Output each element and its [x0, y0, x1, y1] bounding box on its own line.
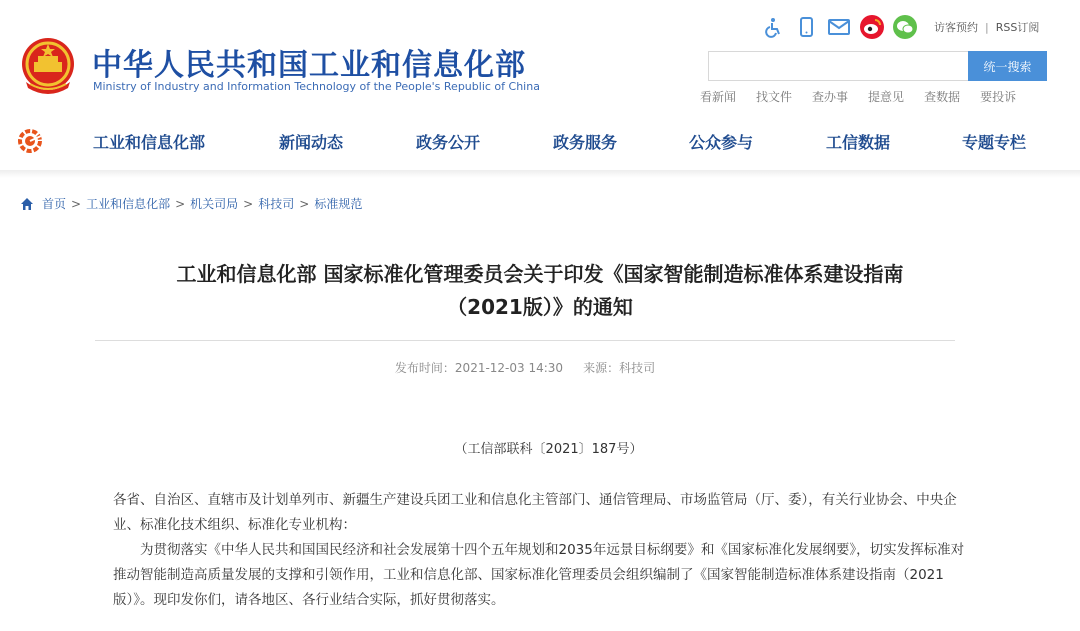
breadcrumb-separator: >	[299, 196, 310, 211]
nav-item-public[interactable]: 公众参与	[689, 133, 754, 152]
quick-link-feedback[interactable]: 提意见	[868, 90, 905, 104]
accessibility-icon[interactable]	[760, 14, 786, 40]
title-divider	[95, 340, 955, 341]
rss-link[interactable]: RSS订阅	[995, 21, 1040, 34]
home-icon[interactable]	[20, 197, 34, 211]
article-paragraph: 为贯彻落实《中华人民共和国国民经济和社会发展第十四个五年规划和2035年远景目标纲要》和《国家标准化发展纲要》，切实发挥标准对推动智能制造高质量发展的支撑和引领作用，工业和信息化部、国家标准化管理委员会组织编制了《国家智能制造标准体系建设指南（2021版）》。现印发你们，请各地区、各行业结合实际，抓好贯彻落实。	[113, 542, 965, 608]
site-title[interactable]: 中华人民共和国工业和信息化部	[92, 48, 526, 83]
nav-item-data[interactable]: 工信数据	[826, 133, 891, 152]
nav-item-gov-services[interactable]: 政务服务	[553, 133, 618, 152]
breadcrumb-ministry[interactable]: 工业和信息化部	[86, 197, 171, 211]
publish-time: 2021-12-03 14:30	[454, 361, 564, 375]
article-title-line1: 工业和信息化部 国家标准化管理委员会关于印发《国家智能制造标准体系建设指南	[176, 262, 904, 286]
site-subtitle-en: Ministry of Industry and Information Technology of the People's Republic of China	[93, 80, 540, 93]
nav-item-gov-affairs[interactable]: 政务公开	[416, 133, 481, 152]
quick-link-news[interactable]: 看新闻	[700, 90, 737, 104]
nav-divider	[0, 170, 1080, 178]
breadcrumb-separator: >	[175, 196, 186, 211]
breadcrumb-standards[interactable]: 标准规范	[314, 197, 363, 211]
breadcrumb-home[interactable]: 首页	[42, 197, 67, 211]
breadcrumb-departments[interactable]: 机关司局	[190, 197, 239, 211]
article-meta	[0, 359, 1050, 376]
quick-link-files[interactable]: 找文件	[756, 90, 793, 104]
mail-icon[interactable]	[826, 14, 852, 40]
accessibility-toolbar	[760, 14, 925, 40]
article-body	[113, 488, 965, 613]
top-links-separator: |	[985, 21, 989, 34]
nav-item-ministry[interactable]: 工业和信息化部	[93, 133, 206, 152]
top-links	[934, 19, 1039, 35]
weibo-icon[interactable]	[859, 14, 885, 40]
main-nav	[0, 118, 1080, 162]
source-value: 科技司	[619, 361, 656, 375]
miit-logo-icon[interactable]	[17, 128, 43, 154]
quick-link-complaint[interactable]: 要投诉	[980, 90, 1017, 104]
wechat-icon[interactable]	[892, 14, 918, 40]
site-header	[0, 0, 1080, 120]
search-button[interactable]: 统一搜索	[968, 51, 1047, 81]
breadcrumb-science-dept[interactable]: 科技司	[258, 197, 295, 211]
document-number: （工信部联科〔2021〕187号）	[454, 442, 643, 457]
quick-links	[700, 88, 1036, 105]
breadcrumb	[20, 195, 362, 212]
nav-item-news[interactable]: 新闻动态	[279, 133, 344, 152]
source-label: 来源：	[583, 361, 620, 375]
mobile-icon[interactable]	[793, 14, 819, 40]
article-title	[60, 258, 1020, 324]
quick-link-data[interactable]: 查数据	[924, 90, 961, 104]
search-input[interactable]	[708, 51, 970, 81]
nav-item-topics[interactable]: 专题专栏	[962, 133, 1027, 152]
article-title-line2: （2021版）》的通知	[447, 295, 633, 319]
article-paragraph: 各省、自治区、直辖市及计划单列市、新疆生产建设兵团工业和信息化主管部门、通信管理局、市场监管局（厅、委），有关行业协会、中央企业、标准化技术组织、标准化专业机构：	[113, 492, 957, 533]
breadcrumb-separator: >	[71, 196, 82, 211]
quick-link-services[interactable]: 查办事	[812, 90, 849, 104]
national-emblem-icon[interactable]	[18, 36, 78, 98]
publish-time-label: 发布时间：	[394, 361, 455, 375]
breadcrumb-separator: >	[243, 196, 254, 211]
visitor-appointment-link[interactable]: 访客预约	[934, 21, 978, 34]
